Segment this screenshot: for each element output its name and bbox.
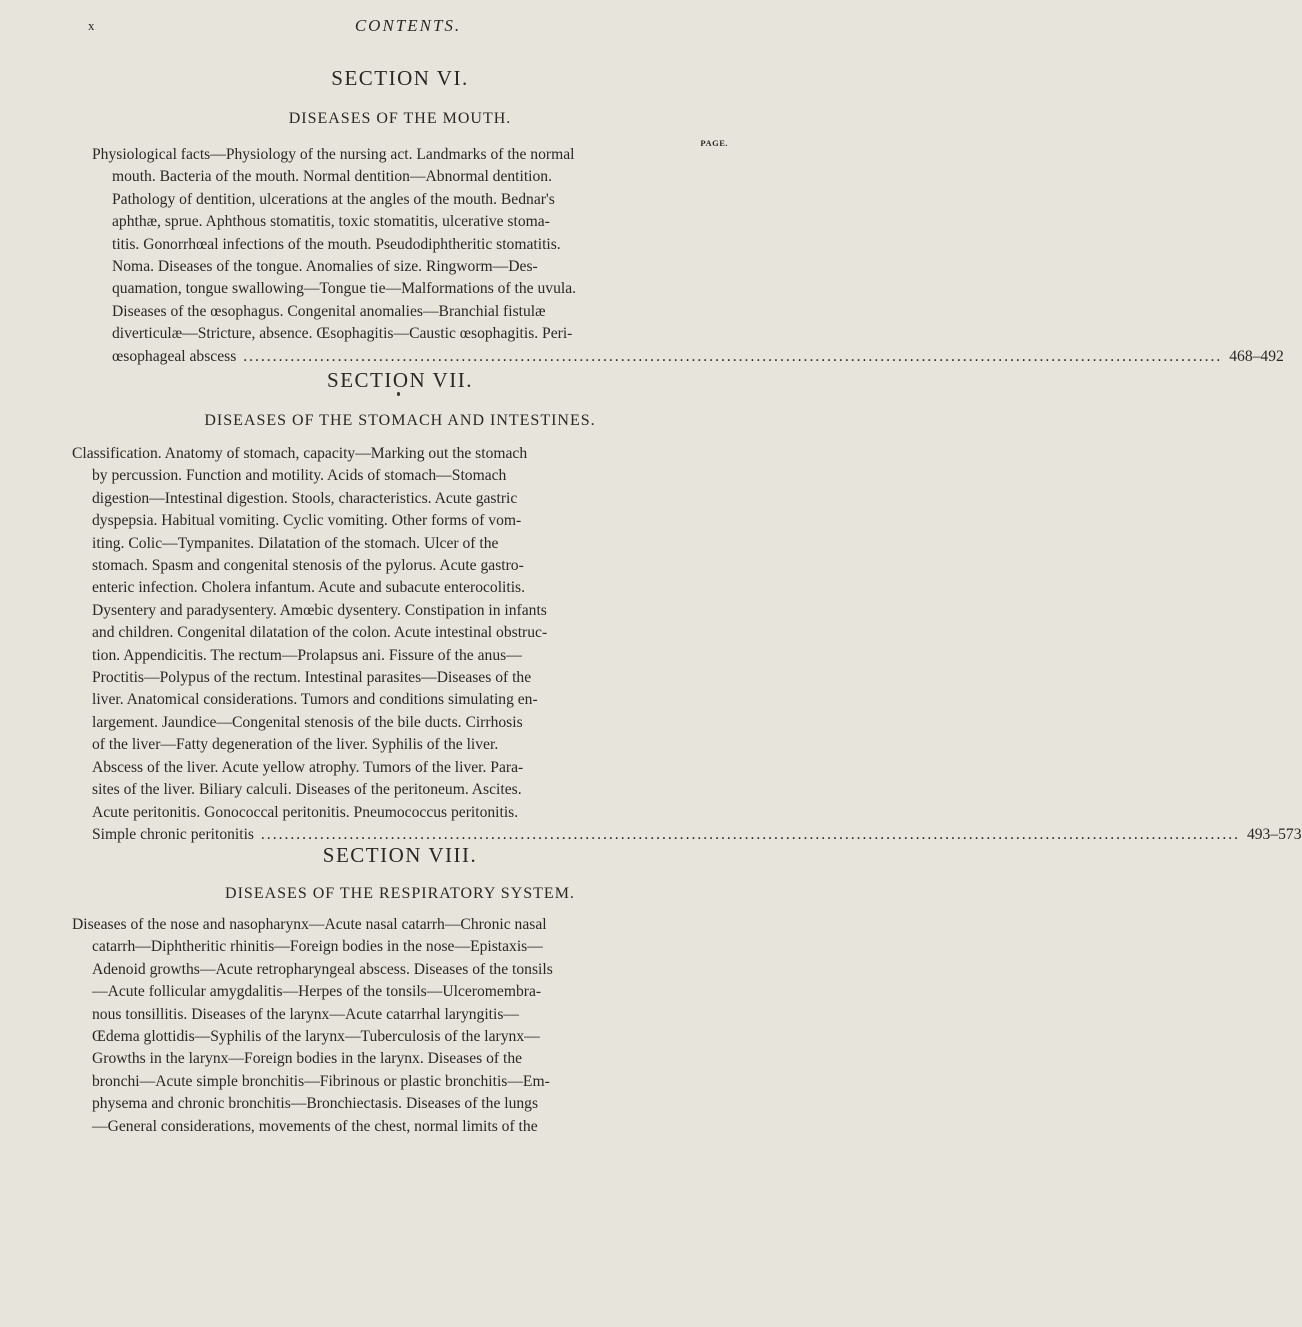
contents-line: Noma. Diseases of the tongue. Anomalies of size. Ringworm—Des-	[112, 258, 538, 276]
contents-last-line	[92, 346, 1284, 368]
contents-line: bronchi—Acute simple bronchitis—Fibrinous or plastic bronchitis—Em-	[92, 1072, 550, 1090]
contents-line: Proctitis—Polypus of the rectum. Intestinal parasites—Diseases of the	[92, 669, 532, 687]
contents-line: Diseases of the œsophagus. Congenital anomalies—Branchial fistulæ	[112, 302, 546, 320]
section-heading: SECTION VIII.	[322, 843, 478, 867]
page-range: 468–492	[1229, 347, 1284, 365]
contents-line: by percussion. Function and motility. Acids of stomach—Stomach	[92, 467, 507, 485]
contents-line: catarrh—Diphtheritic rhinitis—Foreign bodies in the nose—Epistaxis—	[92, 938, 543, 956]
dot-leader	[261, 826, 1240, 843]
section-subheading: DISEASES OF THE MOUTH.	[288, 110, 512, 127]
contents-line: nous tonsillitis. Diseases of the larynx—Acute catarrhal laryngitis—	[92, 1005, 520, 1023]
contents-line: diverticulæ—Stricture, absence. Œsophagitis—Caustic œsophagitis. Peri-	[112, 325, 573, 343]
contents-line: mouth. Bacteria of the mouth. Normal dentition—Abnormal dentition.	[112, 168, 553, 186]
contents-line: Classification. Anatomy of stomach, capacity—Marking out the stomach	[72, 445, 528, 462]
contents-line: largement. Jaundice—Congenital stenosis of the bile ducts. Cirrhosis	[92, 713, 523, 731]
contents-line: quamation, tongue swallowing—Tongue tie—Malformations of the uvula.	[112, 280, 577, 298]
contents-line: Growths in the larynx—Foreign bodies in the larynx. Diseases of the	[92, 1050, 523, 1068]
page-column-label: PAGE.	[700, 138, 728, 148]
contents-line: Dysentery and paradysentery. Amœbic dysentery. Constipation in infants	[92, 601, 547, 619]
section-subheading: DISEASES OF THE RESPIRATORY SYSTEM.	[225, 885, 575, 902]
section-contents	[92, 144, 1284, 368]
contents-line: aphthæ, sprue. Aphthous stomatitis, toxic stomatitis, ulcerative stoma-	[112, 213, 550, 231]
section-contents	[72, 443, 1302, 846]
contents-line: titis. Gonorrhœal infections of the mouth. Pseudodiphtheritic stomatitis.	[112, 235, 561, 253]
contents-line: —Acute follicular amygdalitis—Herpes of the tonsils—Ulceromembra-	[92, 983, 542, 1001]
section-subheading: DISEASES OF THE STOMACH AND INTESTINES.	[204, 412, 596, 429]
contents-line: œsophageal abscess	[112, 347, 237, 365]
ink-speck	[397, 392, 400, 396]
contents-line: liver. Anatomical considerations. Tumors and conditions simulating en-	[92, 691, 538, 709]
contents-line: enteric infection. Cholera infantum. Acute and subacute enterocolitis.	[92, 579, 526, 597]
dot-leader	[243, 348, 1222, 365]
contents-line: stomach. Spasm and congenital stenosis of the pylorus. Acute gastro-	[92, 557, 524, 575]
contents-line: Œdema glottidis—Syphilis of the larynx—Tuberculosis of the larynx—	[92, 1028, 540, 1046]
contents-line: Physiological facts—Physiology of the nursing act. Landmarks of the normal	[92, 146, 575, 163]
page-folio: x	[88, 18, 95, 33]
contents-line: Acute peritonitis. Gonococcal peritonitis. Pneumococcus peritonitis.	[92, 803, 519, 821]
contents-line: Diseases of the nose and nasopharynx—Acute nasal catarrh—Chronic nasal	[72, 916, 547, 933]
contents-line: and children. Congenital dilatation of the colon. Acute intestinal obstruc-	[92, 624, 548, 642]
contents-line: physema and chronic bronchitis—Bronchiectasis. Diseases of the lungs	[92, 1095, 539, 1113]
section-contents	[72, 914, 728, 1138]
contents-line: tion. Appendicitis. The rectum—Prolapsus ani. Fissure of the anus—	[92, 646, 522, 664]
contents-line: Abscess of the liver. Acute yellow atrophy. Tumors of the liver. Para-	[92, 758, 524, 776]
contents-line: of the liver—Fatty degeneration of the liver. Syphilis of the liver.	[92, 736, 499, 754]
contents-line: digestion—Intestinal digestion. Stools, characteristics. Acute gastric	[92, 489, 518, 507]
section-heading: SECTION VII.	[327, 368, 473, 392]
contents-line: iting. Colic—Tympanites. Dilatation of the stomach. Ulcer of the	[92, 534, 499, 552]
running-head	[88, 18, 728, 42]
contents-line: Simple chronic peritonitis	[92, 825, 254, 843]
contents-line: —General considerations, movements of the chest, normal limits of the	[92, 1117, 538, 1135]
contents-line: dyspepsia. Habitual vomiting. Cyclic vomiting. Other forms of vom-	[92, 512, 522, 530]
contents-line: Pathology of dentition, ulcerations at the angles of the mouth. Bednar's	[112, 190, 555, 208]
section-heading: SECTION VI.	[331, 66, 469, 90]
running-title: CONTENTS.	[354, 16, 462, 35]
contents-line: Adenoid growths—Acute retropharyngeal abscess. Diseases of the tonsils	[92, 960, 553, 978]
page-range: 493–573	[1246, 825, 1302, 843]
contents-line: sites of the liver. Biliary calculi. Diseases of the peritoneum. Ascites.	[92, 781, 522, 799]
